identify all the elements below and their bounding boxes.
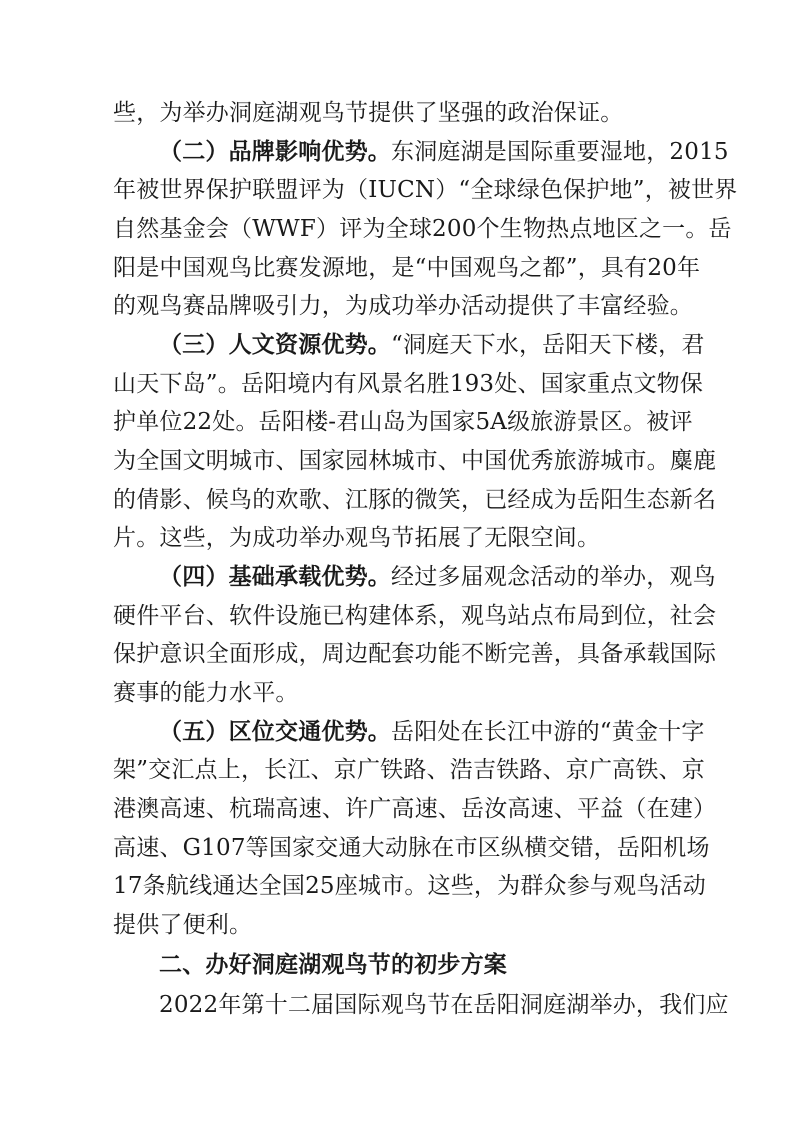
paragraph-line: 2022年第十二届国际观鸟节在岳阳洞庭湖举办，我们应 [159,992,729,1018]
paragraph-line: 些，为举办洞庭湖观鸟节提供了坚强的政治保证。 [113,100,624,126]
paragraph-line: 提供了便利。 [113,912,253,938]
paragraph-line: （四）基础承载优势。经过多届观念活动的举办，观鸟 [159,563,716,590]
paragraph-line: 山天下岛”。岳阳境内有风景名胜193处、国家重点文物保 [113,371,704,397]
paragraph-line: 赛事的能力水平。 [113,680,299,706]
paragraph-line: （五）区位交通优势。岳阳处在长江中游的“黄金十字 [159,718,705,745]
paragraph-line: 为全国文明城市、国家园林城市、中国优秀旅游城市。麋鹿 [113,448,717,474]
paragraph-line: 的倩影、候鸟的欢歌、江豚的微笑，已经成为岳阳生态新名 [113,487,717,513]
paragraph-line: 护单位22处。岳阳楼-君山岛为国家5A级旅游景区。被评 [113,409,693,435]
paragraph-line: （二）品牌影响优势。东洞庭湖是国际重要湿地，2015 [159,138,729,165]
paragraph-line: 保护意识全面形成，周边配套功能不断完善，具备承载国际 [113,641,717,667]
section-lead: （四）基础承载优势。 [159,563,391,590]
paragraph-line: （三）人文资源优势。“洞庭天下水，岳阳天下楼，君 [159,331,705,358]
paragraph-line: 硬件平台、软件设施已构建体系，观鸟站点布局到位，社会 [113,603,717,629]
section-lead: （五）区位交通优势。 [159,718,391,745]
paragraph-line: 年被世界保护联盟评为（IUCN）“全球绿色保护地”，被世界 [113,177,738,203]
section-heading: 二、办好洞庭湖观鸟节的初步方案 [159,952,507,978]
paragraph-line: 高速、G107等国家交通大动脉在市区纵横交错，岳阳机场 [113,835,710,861]
paragraph-line: 片。这些，为成功举办观鸟节拓展了无限空间。 [113,525,601,551]
paragraph-line: 17条航线通达全国25座城市。这些，为群众参与观鸟活动 [113,873,706,899]
paragraph-line: 架”交汇点上，长江、京广铁路、浩吉铁路、京广高铁、京 [113,757,705,783]
paragraph-line: 自然基金会（WWF）评为全球200个生物热点地区之一。岳 [113,216,732,242]
paragraph-line: 阳是中国观鸟比赛发源地，是“中国观鸟之都”，具有20年 [113,255,701,281]
paragraph-line: 的观鸟赛品牌吸引力，为成功举办活动提供了丰富经验。 [113,293,693,319]
section-lead: （三）人文资源优势。 [159,331,391,358]
paragraph-line: 港澳高速、杭瑞高速、许广高速、岳汝高速、平益（在建） [113,796,717,822]
section-lead: （二）品牌影响优势。 [159,138,391,165]
